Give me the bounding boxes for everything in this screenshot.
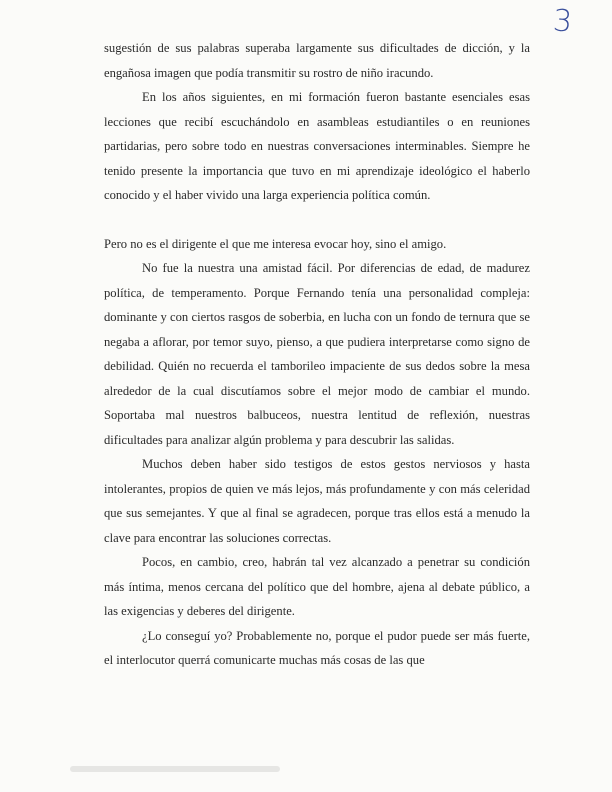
paragraph-6: Pocos, en cambio, creo, habrán tal vez alcanzado a penetrar su condición más íntima, menos cercana del político que del hombre, ajena al debate público, a las exigencias y deberes del dirigente.: [104, 555, 530, 618]
paragraph-7: ¿Lo conseguí yo? Probablemente no, porque el pudor puede ser más fuerte, el interlocutor querrá comunicarte muchas más cosas de las que: [104, 628, 530, 667]
paragraph-1: sugestión de sus palabras superaba largamente sus dificultades de dicción, y la engañosa imagen que podía transmitir su rostro de niño iracundo.: [104, 41, 530, 80]
paragraph-3: Pero no es el dirigente el que me interesa evocar hoy, sino el amigo.: [104, 236, 447, 251]
handwritten-page-number: 3: [551, 3, 574, 40]
bleed-through-mark: [70, 760, 280, 778]
body-text: [104, 36, 530, 673]
paragraph-4: No fue la nuestra una amistad fácil. Por diferencias de edad, de madurez política, de temperamento. Porque Fernando tenía una personalidad compleja: dominante y con ciertos rasgos de soberbia, en lucha con un fondo de ternura que se negaba a aflorar, por temor suyo, pienso, a que pudiera interpretarse como signo de debilidad. Quién no recuerda el tamborileo impaciente de sus dedos sobre la mesa alrededor de la cual discutíamos sobre el mejor modo de cambiar el mundo. Soportaba mal nuestros balbuceos, nuestra lentitud de reflexión, nuestras dificultades para analizar algún problema y para descubrir las salidas.: [104, 261, 530, 447]
paragraph-5: Muchos deben haber sido testigos de estos gestos nerviosos y hasta intolerantes, propios de quien ve más lejos, más profundamente y con más celeridad que sus semejantes. Y que al final se agradecen, porque tras ellos está a menudo la clave para encontrar las soluciones correctas.: [104, 457, 530, 545]
paragraph-2: En los años siguientes, en mi formación fueron bastante esenciales esas lecciones que recibí escuchándolo en asambleas estudiantiles o en reuniones partidarias, pero sobre todo en nuestras conversaciones interminables. Siempre he tenido presente la importancia que tuvo en mi aprendizaje ideológico el haberlo conocido y el haber vivido una larga experiencia política común.: [104, 90, 530, 202]
